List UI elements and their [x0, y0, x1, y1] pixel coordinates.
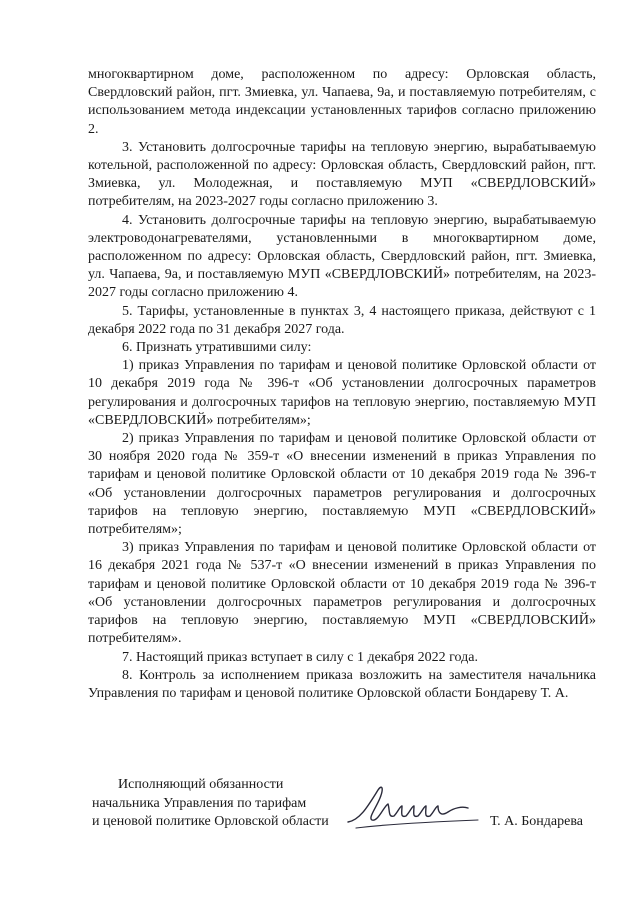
paragraph-subitem-2: 2) приказ Управления по тарифам и ценовой политике Орловской области от 30 ноября 2020 года № 359-т «О внесении изменений в приказ Управления по тарифам и ценовой политике Орловской области от 10 декабря 2019 года № 396-т «Об установлении долгосрочных параметров регулирования и долгосрочных тарифов на тепловую энергию, поставляемую МУП «СВЕРДЛОВСКИЙ» потребителям»; [88, 431, 596, 538]
signatory-name: Т. А. Бондарева [490, 814, 583, 829]
signatory-position-line: и ценовой политике Орловской области [92, 814, 329, 829]
paragraph-subitem-1: 1) приказ Управления по тарифам и ценовой политике Орловской области от 10 декабря 2019 года № 396-т «Об установлении долгосрочных параметров регулирования и долгосрочных тарифов на тепловую энергию, поставляемую МУП «СВЕРДЛОВСКИЙ» потребителям»; [88, 358, 596, 428]
paragraph-subitem-3: 3) приказ Управления по тарифам и ценовой политике Орловской области от 16 декабря 2021 года № 537-т «О внесении изменений в приказ Управления по тарифам и ценовой политике Орловской области от 10 декабря 2019 года № 396-т «Об установлении долгосрочных параметров регулирования и долгосрочных тарифов на тепловую энергию, поставляемую МУП «СВЕРДЛОВСКИЙ» потребителям». [88, 540, 596, 647]
paragraph-item-3: 3. Установить долгосрочные тарифы на тепловую энергию, вырабатываемую котельной, расположенной по адресу: Орловская область, Свердловский район, пгт. Змиевка, ул. Молодежная, и поставляемую МУП «СВЕРДЛОВСКИЙ» потребителям, на 2023-2027 годы согласно приложению 3. [88, 139, 596, 210]
paragraph-continuation: многоквартирном доме, расположенном по адресу: Орловская область, Свердловский район, пгт. Змиевка, ул. Чапаева, 9а, и поставляемую потребителям, с использованием метода индексации установленных тарифов согласно приложению 2. [88, 67, 596, 137]
paragraph-item-8: 8. Контроль за исполнением приказа возложить на заместителя начальника Управления по тарифам и ценовой политике Орловской области Бондареву Т. А. [88, 667, 596, 701]
paragraph-item-4: 4. Установить долгосрочные тарифы на тепловую энергию, вырабатываемую электроводонагревателями, установленными в многоквартирном доме, расположенном по адресу: Орловская область, Свердловский район, пгт. Змиевка, ул. Чапаева, 9а, и поставляемую МУП «СВЕРДЛОВСКИЙ» потребителям, на 2023-2027 годы согласно приложению 4. [88, 212, 596, 301]
signatory-position-line: начальника Управления по тарифам [92, 795, 307, 811]
paragraph-item-7: 7. Настоящий приказ вступает в силу с 1 декабря 2022 года. [122, 649, 478, 665]
document-body [88, 66, 596, 703]
paragraph-item-6: 6. Признать утратившими силу: [122, 340, 312, 356]
signature-block [0, 776, 639, 836]
paragraph-item-5: 5. Тарифы, установленные в пунктах 3, 4 настоящего приказа, действуют с 1 декабря 2022 года по 31 декабря 2027 года. [88, 303, 596, 337]
signatory-position-line: Исполняющий обязанности [118, 777, 284, 792]
handwritten-signature [338, 776, 488, 836]
